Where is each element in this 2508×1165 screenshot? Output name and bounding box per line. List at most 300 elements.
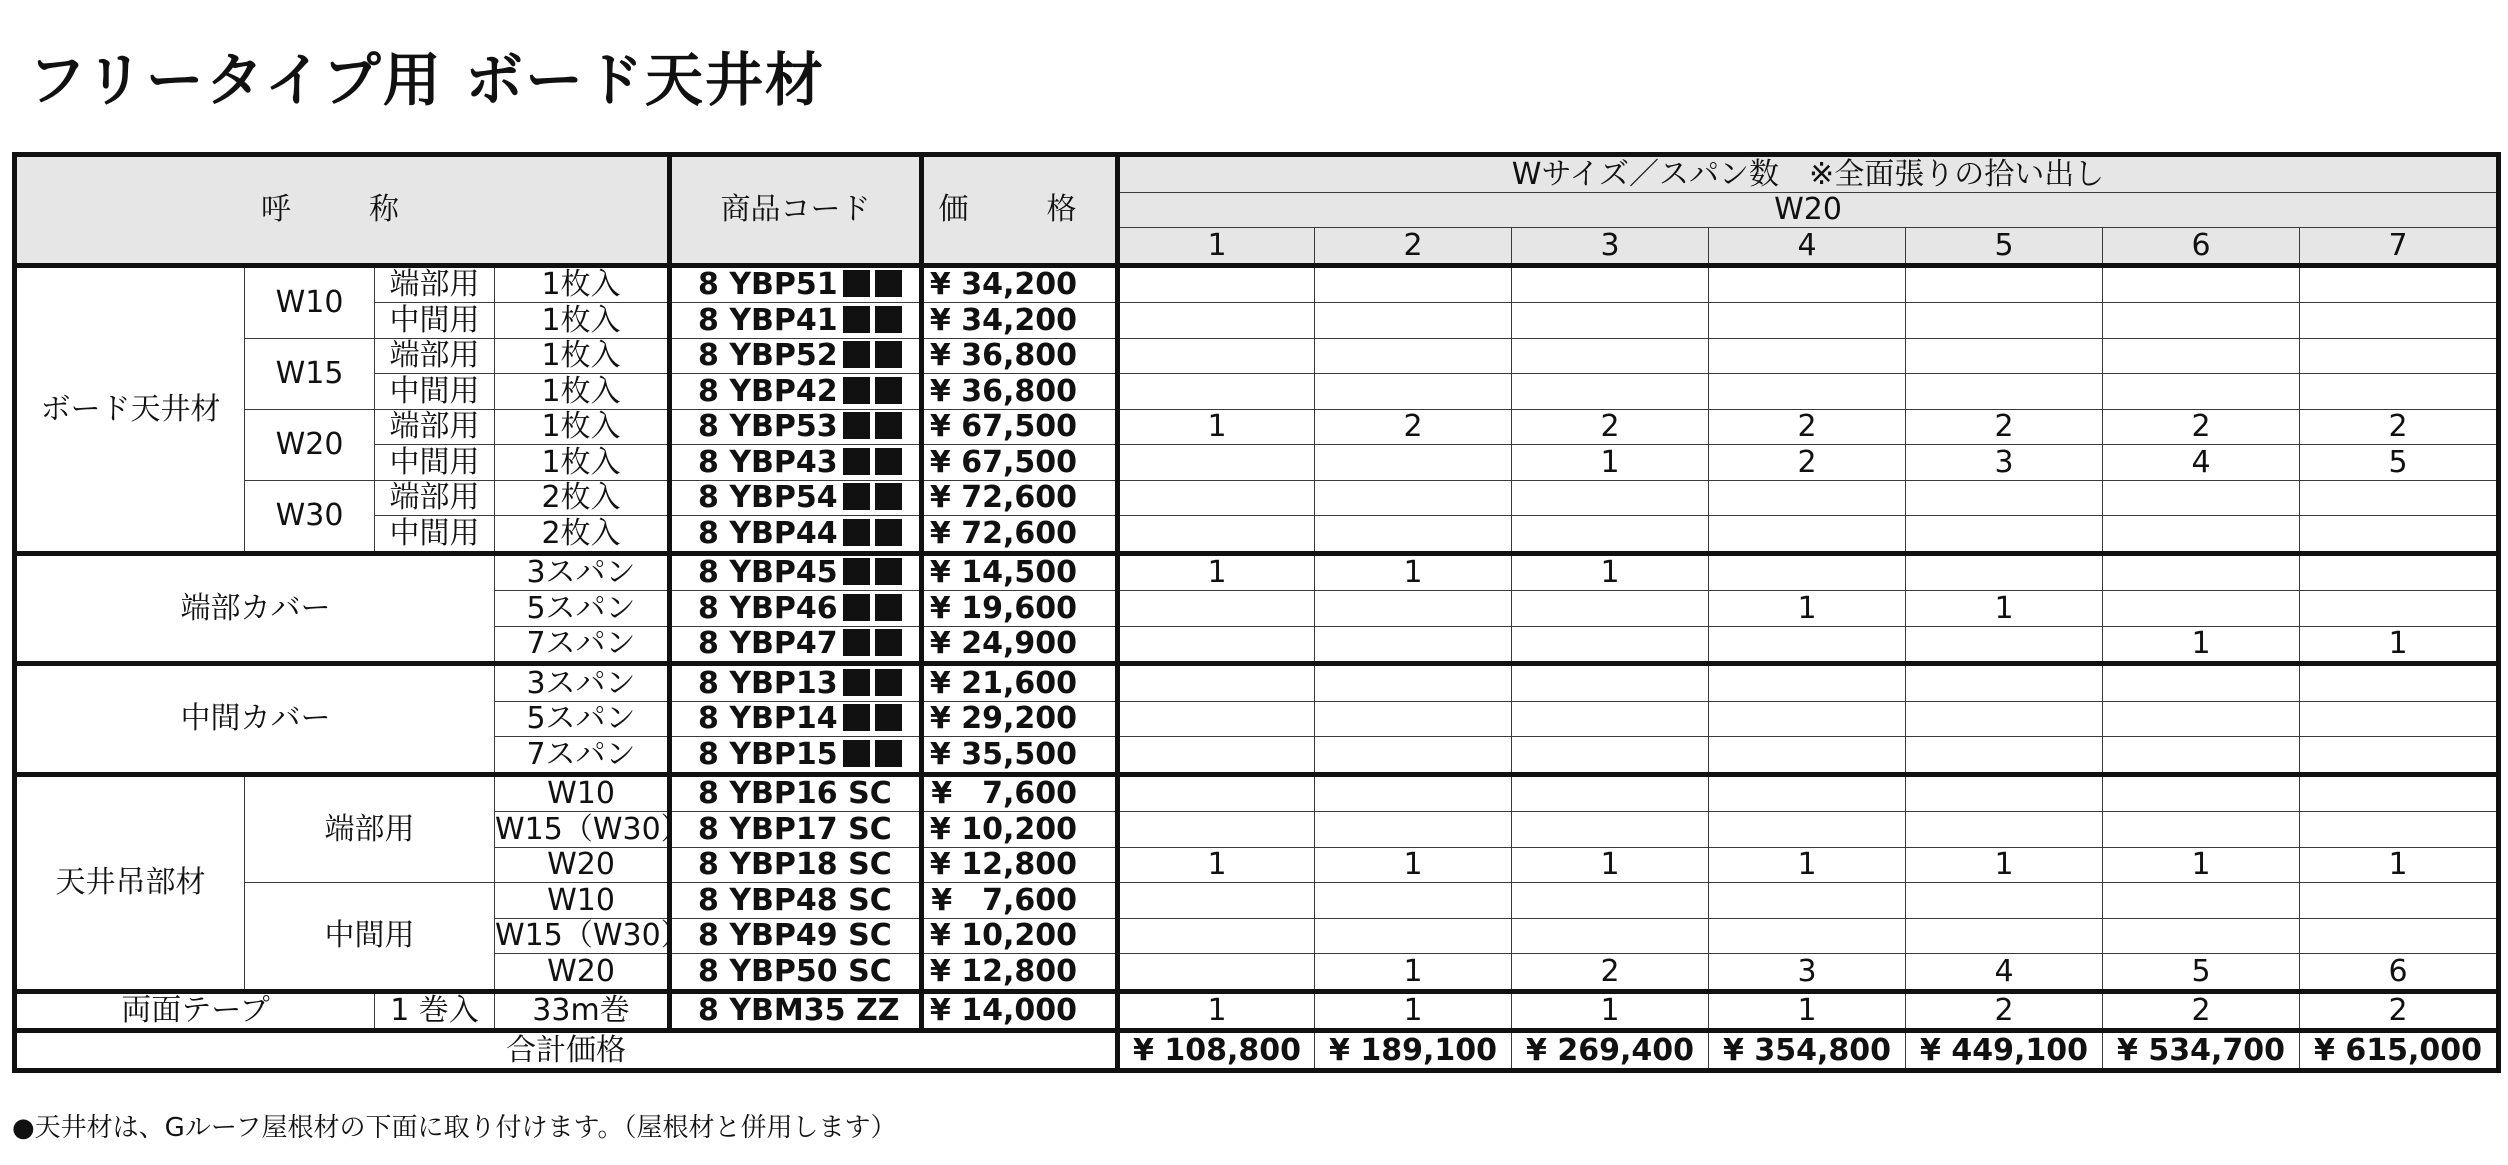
quantity-cell bbox=[1906, 374, 2103, 410]
product-code-text: 8 YBP45 bbox=[698, 555, 838, 591]
quantity-cell bbox=[1906, 553, 2103, 591]
quantity-cell bbox=[1709, 812, 1906, 848]
table-row bbox=[15, 516, 2499, 554]
price-value: ¥ 14,000 bbox=[922, 991, 1118, 1031]
quantity-cell bbox=[1118, 626, 1315, 664]
quantity-cell: 1 bbox=[1906, 591, 2103, 627]
quantity-cell: 6 bbox=[2300, 954, 2499, 992]
quantity-cell bbox=[1315, 918, 1512, 954]
quantity-cell: 1 bbox=[1512, 553, 1709, 591]
quantity-cell bbox=[1906, 626, 2103, 664]
quantity-cell bbox=[2300, 553, 2499, 591]
quantity-cell bbox=[1315, 701, 1512, 737]
product-code-text: 8 YBP47 bbox=[698, 626, 838, 662]
quantity-cell bbox=[2103, 883, 2300, 919]
position-label: 端部用 bbox=[375, 265, 495, 303]
quantity-cell: 1 bbox=[1709, 591, 1906, 627]
color-code-placeholder-icon bbox=[843, 341, 870, 368]
quantity-cell bbox=[1906, 480, 2103, 516]
quantity-cell bbox=[1315, 445, 1512, 481]
quantity-cell bbox=[2103, 812, 2300, 848]
quantity-cell: 2 bbox=[1709, 409, 1906, 445]
quantity-cell bbox=[2300, 265, 2499, 303]
product-code-text: 8 YBP51 bbox=[698, 267, 838, 303]
product-code bbox=[670, 553, 922, 591]
quantity-cell bbox=[1315, 338, 1512, 374]
price-value: ¥ 36,800 bbox=[922, 374, 1118, 410]
quantity-cell: 3 bbox=[1906, 445, 2103, 481]
color-code-placeholder-icon bbox=[843, 412, 870, 439]
quantity-cell bbox=[2300, 338, 2499, 374]
color-code-placeholder-icon bbox=[875, 669, 902, 696]
quantity-cell bbox=[2103, 338, 2300, 374]
quantity-cell: 1 bbox=[1118, 409, 1315, 445]
quantity-cell bbox=[2300, 516, 2499, 554]
span-header: 4 bbox=[1709, 228, 1906, 266]
quantity-cell bbox=[1512, 883, 1709, 919]
position-label: 端部用 bbox=[375, 409, 495, 445]
quantity-cell: 1 bbox=[1315, 954, 1512, 992]
quantity-cell bbox=[2103, 774, 2300, 812]
footnote: ●天井材は、Gルーフ屋根材の下面に取り付けます。（屋根材と併用します） bbox=[12, 1113, 897, 1143]
spec-label: 7スパン bbox=[495, 737, 670, 775]
price-value: ¥ 21,600 bbox=[922, 664, 1118, 702]
spec-label: 1枚入 bbox=[495, 409, 670, 445]
quantity-cell: 1 bbox=[1118, 553, 1315, 591]
position-label: 端部用 bbox=[375, 338, 495, 374]
spec-label: W20 bbox=[495, 847, 670, 883]
quantity-cell bbox=[1315, 626, 1512, 664]
color-code-placeholder-icon bbox=[843, 306, 870, 333]
table-row bbox=[15, 338, 2499, 374]
quantity-cell bbox=[2103, 701, 2300, 737]
quantity-cell bbox=[1709, 338, 1906, 374]
quantity-cell bbox=[2300, 664, 2499, 702]
quantity-cell bbox=[1315, 737, 1512, 775]
position-label: 中間用 bbox=[375, 303, 495, 339]
table-row bbox=[15, 664, 2499, 702]
width-label: W30 bbox=[245, 480, 375, 553]
spec-label: 1枚入 bbox=[495, 445, 670, 481]
quantity-cell: 1 bbox=[1512, 847, 1709, 883]
quantity-cell bbox=[1315, 883, 1512, 919]
quantity-cell bbox=[1906, 516, 2103, 554]
product-code-text: 8 YBM35 ZZ bbox=[698, 993, 900, 1029]
header-price: 価 格 bbox=[922, 155, 1118, 266]
price-value: ¥ 7,600 bbox=[922, 774, 1118, 812]
quantity-cell bbox=[1315, 303, 1512, 339]
quantity-cell: 1 bbox=[1118, 991, 1315, 1031]
spec-label: 1枚入 bbox=[495, 374, 670, 410]
span-header: 2 bbox=[1315, 228, 1512, 266]
table-row bbox=[15, 303, 2499, 339]
quantity-cell: 1 bbox=[1906, 847, 2103, 883]
product-code-text: 8 YBP16 SC bbox=[698, 776, 892, 812]
quantity-cell bbox=[1906, 338, 2103, 374]
quantity-cell: 4 bbox=[1906, 954, 2103, 992]
spec-label: 7スパン bbox=[495, 626, 670, 664]
quantity-cell bbox=[1315, 591, 1512, 627]
product-code bbox=[670, 626, 922, 664]
product-code bbox=[670, 265, 922, 303]
color-code-placeholder-icon bbox=[875, 558, 902, 585]
quantity-cell bbox=[1118, 303, 1315, 339]
price-value: ¥ 67,500 bbox=[922, 409, 1118, 445]
quantity-cell bbox=[1118, 445, 1315, 481]
group-hanger: 天井吊部材 bbox=[15, 774, 245, 991]
quantity-cell bbox=[1906, 918, 2103, 954]
span-header: 1 bbox=[1118, 228, 1315, 266]
product-code bbox=[670, 516, 922, 554]
product-code-text: 8 YBP13 bbox=[698, 665, 838, 701]
hanger-mid-label: 中間用 bbox=[245, 883, 495, 992]
quantity-cell bbox=[1512, 918, 1709, 954]
color-code-placeholder-icon bbox=[843, 629, 870, 656]
product-code-text: 8 YBP49 SC bbox=[698, 918, 892, 954]
product-code-text: 8 YBP14 bbox=[698, 701, 838, 737]
quantity-cell bbox=[2103, 265, 2300, 303]
quantity-cell bbox=[1906, 774, 2103, 812]
spec-label: 33m巻 bbox=[495, 991, 670, 1031]
position-label: 中間用 bbox=[375, 374, 495, 410]
spec-label: W10 bbox=[495, 774, 670, 812]
spec-label: 3スパン bbox=[495, 553, 670, 591]
quantity-cell bbox=[1118, 701, 1315, 737]
quantity-cell bbox=[1512, 480, 1709, 516]
position-label: 中間用 bbox=[375, 516, 495, 554]
price-table bbox=[12, 152, 2501, 1073]
quantity-cell: 5 bbox=[2103, 954, 2300, 992]
table-row bbox=[15, 991, 2499, 1031]
table-row bbox=[15, 374, 2499, 410]
product-code bbox=[670, 591, 922, 627]
quantity-cell bbox=[2103, 303, 2300, 339]
color-code-placeholder-icon bbox=[843, 519, 870, 546]
tape-unit: 1 巻入 bbox=[375, 991, 495, 1031]
spec-label: W15（W30） bbox=[495, 811, 691, 847]
spec-label: W20 bbox=[495, 954, 670, 992]
quantity-cell bbox=[1512, 516, 1709, 554]
quantity-cell bbox=[1709, 737, 1906, 775]
quantity-cell: 1 bbox=[1315, 991, 1512, 1031]
quantity-cell bbox=[1709, 626, 1906, 664]
quantity-cell bbox=[1709, 664, 1906, 702]
color-code-placeholder-icon bbox=[875, 377, 902, 404]
product-code bbox=[670, 338, 922, 374]
table-row bbox=[15, 445, 2499, 481]
total-label: 合計価格 bbox=[15, 1031, 1118, 1071]
total-value: ¥ 108,800 bbox=[1118, 1031, 1315, 1071]
quantity-cell bbox=[1709, 480, 1906, 516]
price-value: ¥ 14,500 bbox=[922, 553, 1118, 591]
total-value: ¥ 269,400 bbox=[1512, 1031, 1709, 1071]
table-row bbox=[15, 409, 2499, 445]
quantity-cell: 2 bbox=[2300, 409, 2499, 445]
color-code-placeholder-icon bbox=[843, 483, 870, 510]
product-code-text: 8 YBP15 bbox=[698, 736, 838, 772]
header-code: 商品コード bbox=[670, 155, 922, 266]
page-title: フリータイプ用 ボード天井材 bbox=[28, 46, 825, 114]
quantity-cell: 2 bbox=[1709, 445, 1906, 481]
color-code-placeholder-icon bbox=[843, 558, 870, 585]
price-value: ¥ 7,600 bbox=[922, 883, 1118, 919]
table-row bbox=[15, 553, 2499, 591]
price-value: ¥ 29,200 bbox=[922, 701, 1118, 737]
width-label: W10 bbox=[245, 265, 375, 338]
product-code bbox=[670, 812, 922, 848]
width-label: W20 bbox=[245, 409, 375, 480]
hanger-end-label: 端部用 bbox=[245, 774, 495, 883]
span-header: 5 bbox=[1906, 228, 2103, 266]
quantity-cell bbox=[1709, 553, 1906, 591]
quantity-cell bbox=[2103, 480, 2300, 516]
quantity-cell bbox=[1709, 303, 1906, 339]
quantity-cell bbox=[1709, 883, 1906, 919]
quantity-cell bbox=[2300, 374, 2499, 410]
quantity-cell bbox=[1709, 265, 1906, 303]
color-code-placeholder-icon bbox=[843, 704, 870, 731]
position-label: 中間用 bbox=[375, 445, 495, 481]
quantity-cell bbox=[2103, 918, 2300, 954]
quantity-cell bbox=[2300, 812, 2499, 848]
price-value: ¥ 24,900 bbox=[922, 626, 1118, 664]
quantity-cell bbox=[2103, 516, 2300, 554]
product-code-text: 8 YBP18 SC bbox=[698, 847, 892, 883]
quantity-cell bbox=[1315, 774, 1512, 812]
quantity-cell: 3 bbox=[1709, 954, 1906, 992]
quantity-cell: 2 bbox=[1906, 991, 2103, 1031]
color-code-placeholder-icon bbox=[843, 740, 870, 767]
color-code-placeholder-icon bbox=[875, 306, 902, 333]
color-code-placeholder-icon bbox=[875, 483, 902, 510]
quantity-cell bbox=[1315, 480, 1512, 516]
spec-label: 2枚入 bbox=[495, 480, 670, 516]
quantity-cell bbox=[1118, 737, 1315, 775]
span-header: 6 bbox=[2103, 228, 2300, 266]
quantity-cell bbox=[1315, 265, 1512, 303]
quantity-cell bbox=[1118, 338, 1315, 374]
header-name: 呼 称 bbox=[15, 155, 670, 266]
color-code-placeholder-icon bbox=[875, 412, 902, 439]
total-row bbox=[15, 1031, 2499, 1071]
quantity-cell bbox=[1118, 812, 1315, 848]
quantity-cell bbox=[1512, 265, 1709, 303]
quantity-cell bbox=[1906, 265, 2103, 303]
group-board: ボード天井材 bbox=[15, 265, 245, 553]
quantity-cell: 2 bbox=[1906, 409, 2103, 445]
quantity-cell bbox=[2300, 480, 2499, 516]
color-code-placeholder-icon bbox=[875, 519, 902, 546]
quantity-cell bbox=[1709, 516, 1906, 554]
product-code bbox=[670, 701, 922, 737]
price-value: ¥ 72,600 bbox=[922, 480, 1118, 516]
quantity-cell bbox=[1512, 338, 1709, 374]
quantity-cell bbox=[1315, 664, 1512, 702]
quantity-cell: 5 bbox=[2300, 445, 2499, 481]
position-label: 端部用 bbox=[375, 480, 495, 516]
quantity-cell bbox=[1315, 374, 1512, 410]
spec-label: 2枚入 bbox=[495, 516, 670, 554]
product-code bbox=[670, 445, 922, 481]
spec-label: 1枚入 bbox=[495, 338, 670, 374]
quantity-cell bbox=[1512, 374, 1709, 410]
quantity-cell bbox=[1906, 701, 2103, 737]
quantity-cell: 1 bbox=[1512, 991, 1709, 1031]
product-code-text: 8 YBP48 SC bbox=[698, 882, 892, 918]
spec-label: 5スパン bbox=[495, 591, 670, 627]
quantity-cell bbox=[1118, 265, 1315, 303]
width-label: W15 bbox=[245, 338, 375, 409]
product-code-text: 8 YBP41 bbox=[698, 302, 838, 338]
quantity-cell bbox=[1118, 480, 1315, 516]
table-row bbox=[15, 265, 2499, 303]
product-code-text: 8 YBP42 bbox=[698, 373, 838, 409]
price-value: ¥ 36,800 bbox=[922, 338, 1118, 374]
price-value: ¥ 19,600 bbox=[922, 591, 1118, 627]
price-value: ¥ 10,200 bbox=[922, 918, 1118, 954]
product-code-text: 8 YBP53 bbox=[698, 409, 838, 445]
spec-label: W10 bbox=[495, 883, 670, 919]
product-code-text: 8 YBP46 bbox=[698, 590, 838, 626]
color-code-placeholder-icon bbox=[875, 629, 902, 656]
quantity-cell bbox=[1118, 883, 1315, 919]
quantity-cell: 1 bbox=[2103, 847, 2300, 883]
quantity-cell: 2 bbox=[1512, 409, 1709, 445]
quantity-cell bbox=[1709, 774, 1906, 812]
quantity-cell bbox=[1118, 918, 1315, 954]
quantity-cell bbox=[2300, 591, 2499, 627]
product-code bbox=[670, 918, 922, 954]
total-value: ¥ 189,100 bbox=[1315, 1031, 1512, 1071]
quantity-cell bbox=[1906, 664, 2103, 702]
quantity-cell: 1 bbox=[1709, 991, 1906, 1031]
quantity-cell bbox=[1709, 918, 1906, 954]
price-value: ¥ 72,600 bbox=[922, 516, 1118, 554]
color-code-placeholder-icon bbox=[875, 740, 902, 767]
quantity-cell: 4 bbox=[2103, 445, 2300, 481]
price-value: ¥ 67,500 bbox=[922, 445, 1118, 481]
quantity-cell: 2 bbox=[2103, 409, 2300, 445]
quantity-cell bbox=[1512, 701, 1709, 737]
quantity-cell: 1 bbox=[1118, 847, 1315, 883]
color-code-placeholder-icon bbox=[875, 704, 902, 731]
quantity-cell: 1 bbox=[1512, 445, 1709, 481]
spec-label: W15（W30） bbox=[495, 918, 691, 954]
spec-label: 3スパン bbox=[495, 664, 670, 702]
group-end-cover: 端部カバー bbox=[15, 553, 495, 664]
quantity-cell bbox=[1512, 774, 1709, 812]
spec-label: 1枚入 bbox=[495, 303, 670, 339]
product-code bbox=[670, 480, 922, 516]
quantity-cell bbox=[2103, 553, 2300, 591]
quantity-cell bbox=[1709, 374, 1906, 410]
quantity-cell bbox=[1709, 701, 1906, 737]
color-code-placeholder-icon bbox=[843, 448, 870, 475]
price-value: ¥ 12,800 bbox=[922, 847, 1118, 883]
price-value: ¥ 10,200 bbox=[922, 812, 1118, 848]
quantity-cell: 2 bbox=[2103, 991, 2300, 1031]
quantity-cell: 1 bbox=[2103, 626, 2300, 664]
color-code-placeholder-icon bbox=[875, 270, 902, 297]
product-code-text: 8 YBP50 SC bbox=[698, 953, 892, 989]
product-code bbox=[670, 303, 922, 339]
quantity-cell bbox=[2300, 737, 2499, 775]
quantity-cell: 2 bbox=[1315, 409, 1512, 445]
total-value: ¥ 534,700 bbox=[2103, 1031, 2300, 1071]
quantity-cell bbox=[1512, 812, 1709, 848]
header-w20: W20 bbox=[1118, 192, 2499, 228]
total-value: ¥ 354,800 bbox=[1709, 1031, 1906, 1071]
quantity-cell bbox=[1118, 774, 1315, 812]
product-code bbox=[670, 737, 922, 775]
quantity-cell: 1 bbox=[2300, 626, 2499, 664]
color-code-placeholder-icon bbox=[843, 270, 870, 297]
quantity-cell bbox=[1118, 591, 1315, 627]
quantity-cell: 1 bbox=[1709, 847, 1906, 883]
quantity-cell bbox=[1906, 303, 2103, 339]
quantity-cell bbox=[2300, 883, 2499, 919]
quantity-cell bbox=[1315, 516, 1512, 554]
product-code bbox=[670, 954, 922, 992]
spec-label: 5スパン bbox=[495, 701, 670, 737]
total-value: ¥ 449,100 bbox=[1906, 1031, 2103, 1071]
product-code bbox=[670, 847, 922, 883]
product-code bbox=[670, 664, 922, 702]
span-header: 7 bbox=[2300, 228, 2499, 266]
quantity-cell bbox=[1315, 812, 1512, 848]
quantity-cell bbox=[1512, 303, 1709, 339]
price-value: ¥ 35,500 bbox=[922, 737, 1118, 775]
quantity-cell bbox=[2300, 774, 2499, 812]
header-w-size: Wサイズ／スパン数 ※全面張りの拾い出し bbox=[1118, 155, 2499, 193]
price-value: ¥ 34,200 bbox=[922, 265, 1118, 303]
quantity-cell: 2 bbox=[1512, 954, 1709, 992]
product-code bbox=[670, 991, 922, 1031]
span-header: 3 bbox=[1512, 228, 1709, 266]
quantity-cell bbox=[1512, 591, 1709, 627]
quantity-cell: 1 bbox=[1315, 847, 1512, 883]
quantity-cell bbox=[2103, 664, 2300, 702]
quantity-cell bbox=[2103, 737, 2300, 775]
spec-label: 1枚入 bbox=[495, 265, 670, 303]
quantity-cell bbox=[2300, 303, 2499, 339]
quantity-cell bbox=[1906, 737, 2103, 775]
total-value: ¥ 615,000 bbox=[2300, 1031, 2499, 1071]
quantity-cell bbox=[1512, 626, 1709, 664]
color-code-placeholder-icon bbox=[875, 448, 902, 475]
quantity-cell bbox=[1512, 664, 1709, 702]
quantity-cell bbox=[1906, 812, 2103, 848]
color-code-placeholder-icon bbox=[843, 594, 870, 621]
quantity-cell: 1 bbox=[1315, 553, 1512, 591]
product-code-text: 8 YBP52 bbox=[698, 338, 838, 374]
quantity-cell bbox=[1118, 516, 1315, 554]
color-code-placeholder-icon bbox=[875, 594, 902, 621]
quantity-cell bbox=[2103, 591, 2300, 627]
quantity-cell bbox=[1512, 737, 1709, 775]
product-code bbox=[670, 409, 922, 445]
color-code-placeholder-icon bbox=[875, 341, 902, 368]
price-value: ¥ 34,200 bbox=[922, 303, 1118, 339]
color-code-placeholder-icon bbox=[843, 669, 870, 696]
quantity-cell bbox=[2300, 701, 2499, 737]
quantity-cell bbox=[2103, 374, 2300, 410]
product-code bbox=[670, 883, 922, 919]
quantity-cell bbox=[1118, 664, 1315, 702]
product-code bbox=[670, 774, 922, 812]
group-mid-cover: 中間カバー bbox=[15, 664, 495, 775]
color-code-placeholder-icon bbox=[843, 377, 870, 404]
